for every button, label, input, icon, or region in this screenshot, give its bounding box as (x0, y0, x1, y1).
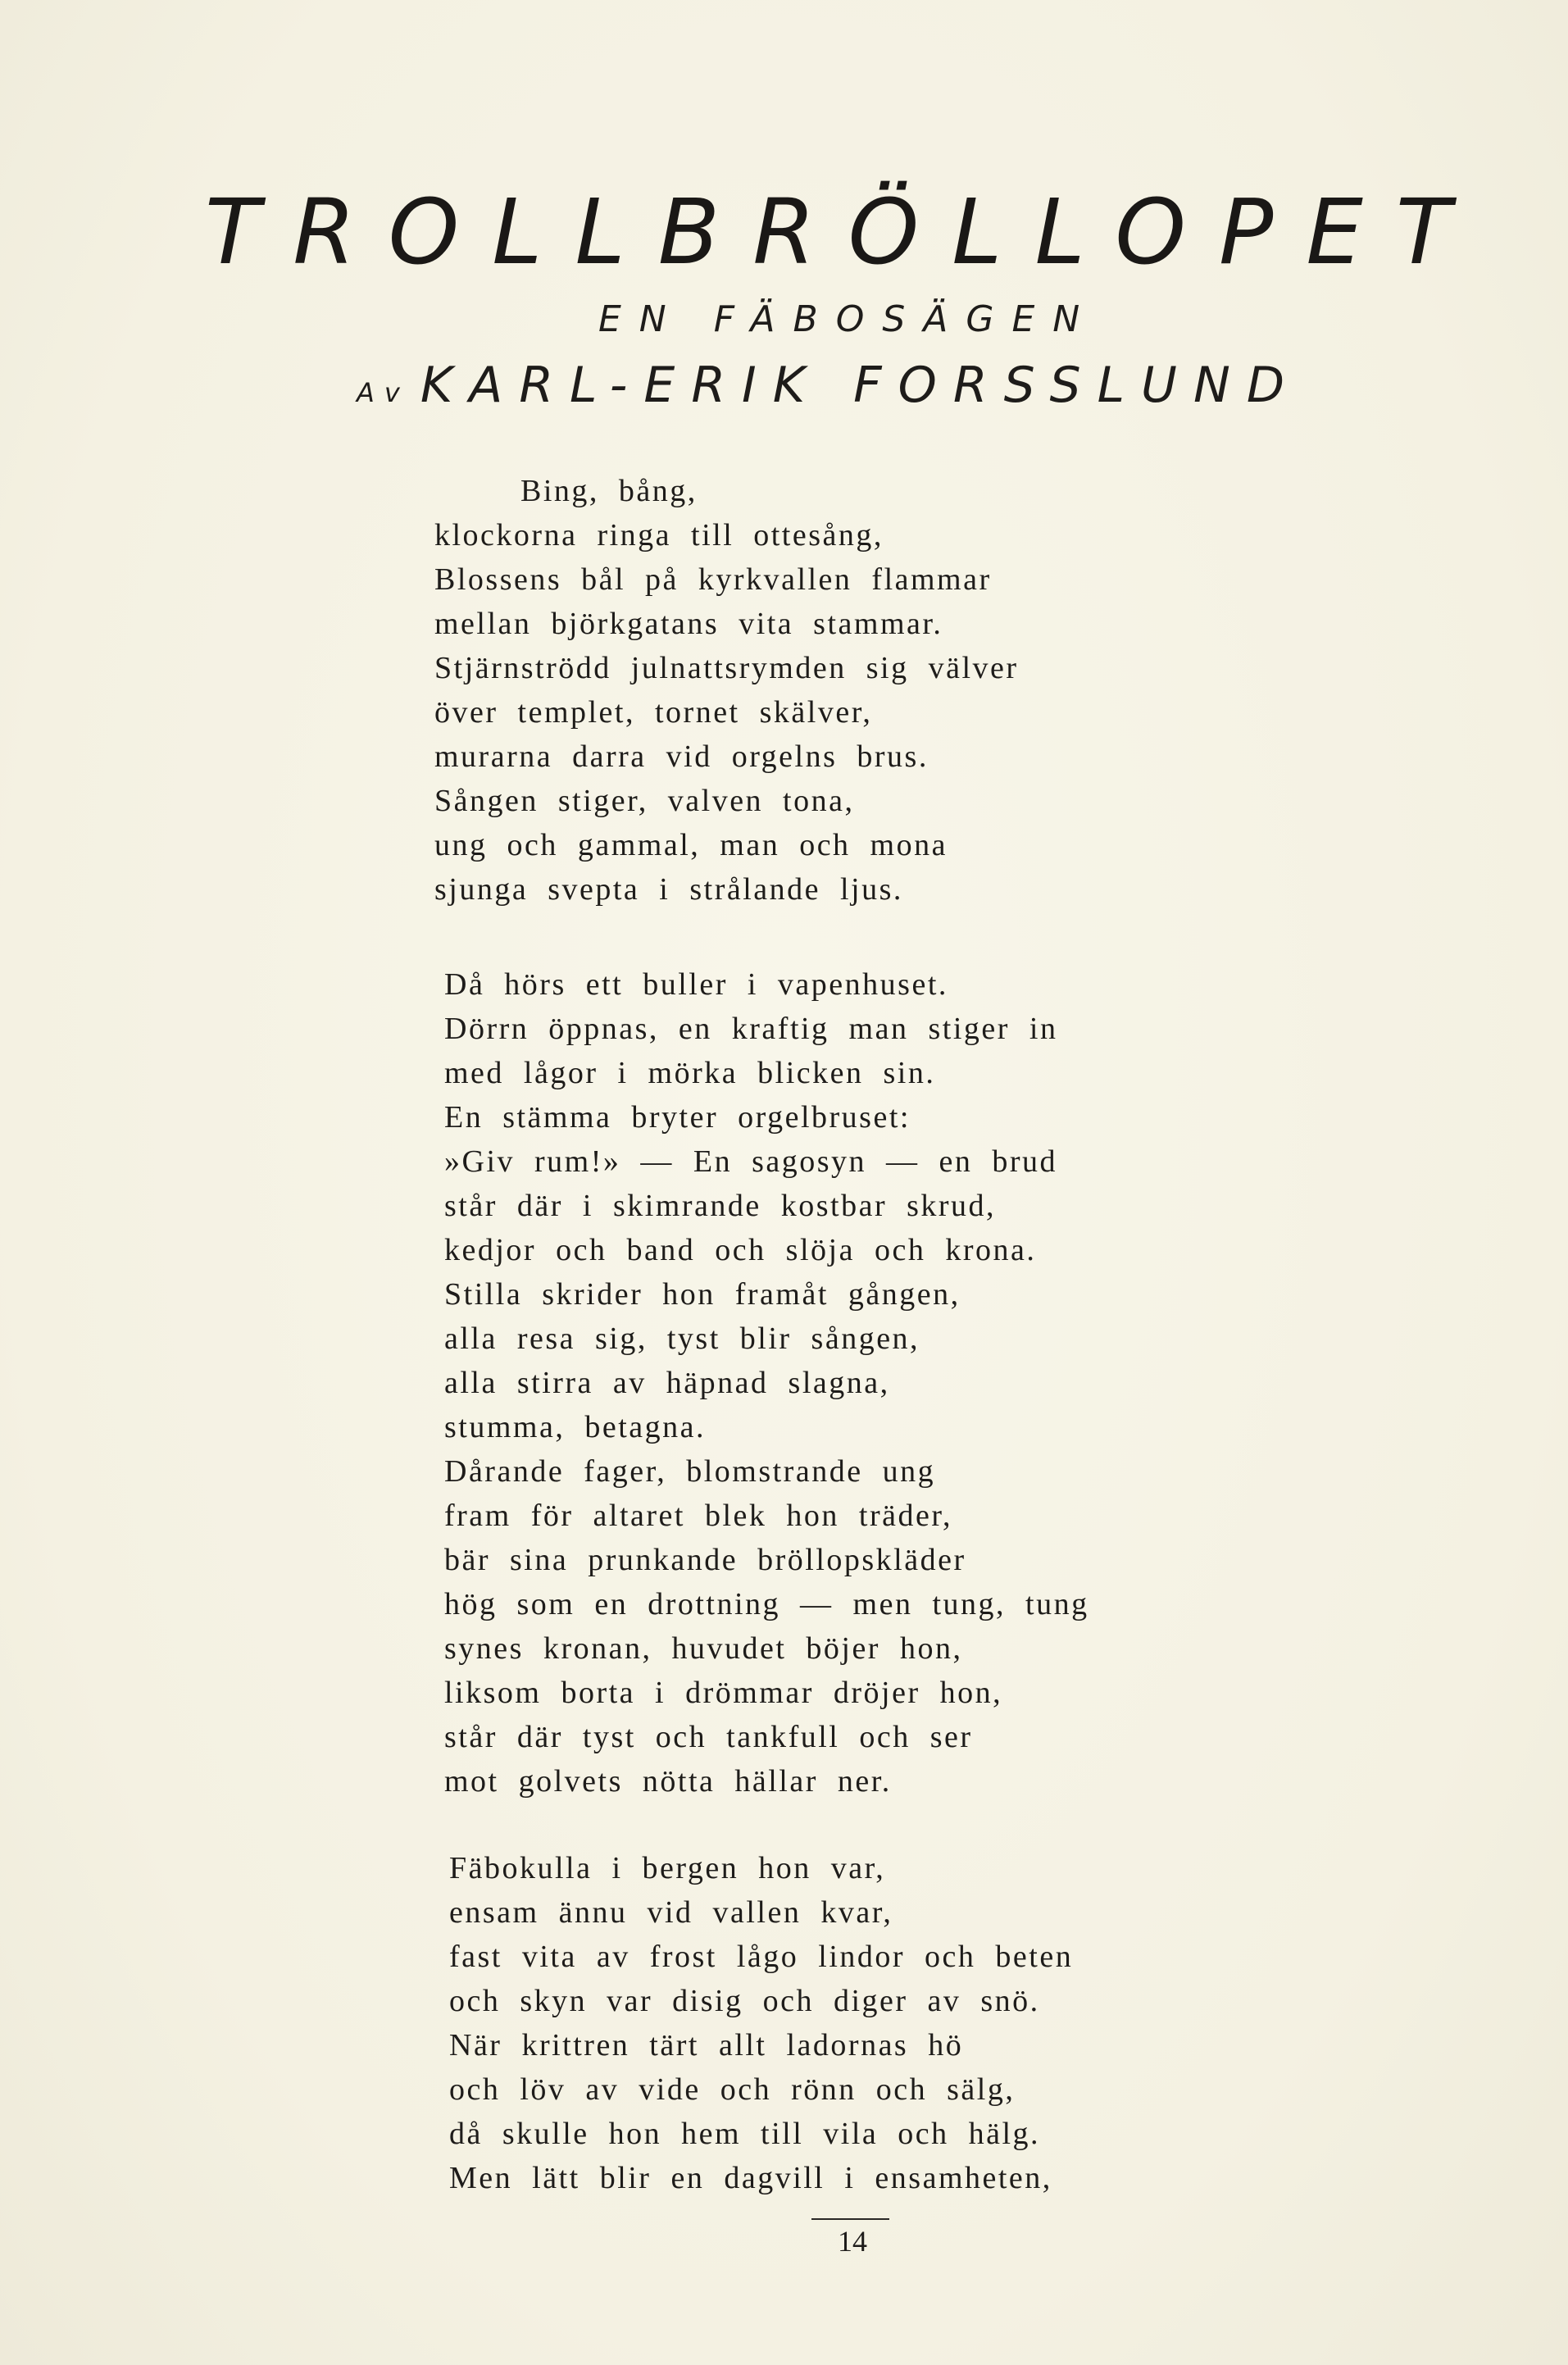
verse-line: Blossens bål på kyrkvallen flammar (434, 562, 992, 597)
verse-line: kedjor och band och slöja och krona. (444, 1233, 1037, 1267)
verse-line: »Giv rum!» — En sagosyn — en brud (444, 1144, 1058, 1179)
verse-line: då skulle hon hem till vila och hälg. (449, 2117, 1041, 2151)
page-number-rule (811, 2218, 889, 2220)
verse-line: liksom borta i drömmar dröjer hon, (444, 1676, 1003, 1710)
poem-subtitle: EN FÄBOSÄGEN (598, 298, 1098, 340)
verse-line: Bing, bång, (520, 474, 698, 508)
verse-line: Stjärnströdd julnattsrymden sig välver (434, 651, 1019, 685)
verse-line: med lågor i mörka blicken sin. (444, 1056, 936, 1090)
verse-line: alla resa sig, tyst blir sången, (444, 1321, 920, 1356)
verse-line: fram för altaret blek hon träder, (444, 1499, 952, 1533)
verse-line: När krittren tärt allt ladornas hö (449, 2028, 964, 2063)
verse-line: fast vita av frost lågo lindor och beten (449, 1940, 1074, 1974)
verse-line: sjunga svepta i strålande ljus. (434, 872, 903, 907)
poem-title: TROLLBRÖLLOPET (205, 180, 1484, 284)
verse-line: Dårande fager, blomstrande ung (444, 1454, 936, 1489)
verse-line: Dörrn öppnas, en kraftig man stiger in (444, 1012, 1058, 1046)
verse-line: och löv av vide och rönn och sälg, (449, 2072, 1016, 2107)
verse-line: Men lätt blir en dagvill i ensamheten, (449, 2161, 1052, 2195)
verse-line: ensam ännu vid vallen kvar, (449, 1895, 893, 1930)
verse-line: stumma, betagna. (444, 1410, 706, 1444)
byline (357, 357, 1301, 414)
verse-line: Sången stiger, valven tona, (434, 784, 855, 818)
verse-line: bär sina prunkande bröllopskläder (444, 1543, 966, 1577)
verse-line: mot golvets nötta hällar ner. (444, 1764, 892, 1799)
verse-line: Stilla skrider hon framåt gången, (444, 1277, 961, 1312)
byline-prefix: Av (357, 377, 410, 408)
verse-line: ung och gammal, man och mona (434, 828, 948, 862)
verse-line: En stämma bryter orgelbruset: (444, 1100, 911, 1135)
verse-line: murarna darra vid orgelns brus. (434, 739, 929, 774)
verse-line: över templet, tornet skälver, (434, 695, 873, 730)
stanza-3 (449, 1846, 1073, 2200)
verse-line: klockorna ringa till ottesång, (434, 518, 884, 553)
verse-line: hög som en drottning — men tung, tung (444, 1587, 1089, 1621)
page-number: 14 (838, 2225, 867, 2258)
verse-line: står där tyst och tankfull och ser (444, 1720, 973, 1754)
verse-line: mellan björkgatans vita stammar. (434, 607, 943, 641)
verse-line: Fäbokulla i bergen hon var, (449, 1851, 886, 1885)
author-name: KARL-ERIK FORSSLUND (420, 357, 1302, 414)
verse-line: Då hörs ett buller i vapenhuset. (444, 967, 948, 1002)
stanza-2 (444, 962, 1089, 1803)
verse-line: synes kronan, huvudet böjer hon, (444, 1631, 963, 1666)
verse-line: står där i skimrande kostbar skrud, (444, 1189, 997, 1223)
verse-line: och skyn var disig och diger av snö. (449, 1984, 1040, 2018)
stanza-1 (434, 469, 1019, 912)
verse-line: alla stirra av häpnad slagna, (444, 1366, 890, 1400)
